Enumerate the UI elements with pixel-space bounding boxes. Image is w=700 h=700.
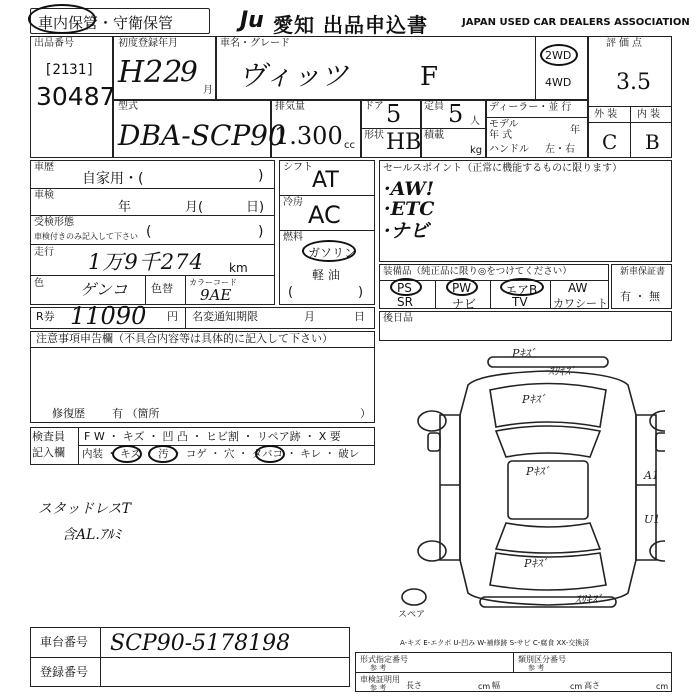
receipt-close: ) (258, 224, 264, 240)
interior-grade: B (645, 130, 660, 154)
grid-line (485, 117, 587, 118)
equip-pw-circle (446, 278, 478, 296)
grid-line (30, 215, 275, 216)
grid-line (30, 275, 275, 276)
grid-line (513, 652, 514, 672)
history-value: 自家用・( (82, 171, 144, 187)
remark-1: スタッドレスT (38, 501, 131, 517)
sales-points-label: セールスポイント（正常に機能するものに限ります） (383, 163, 623, 174)
drive-circle (540, 44, 578, 66)
grid-line (535, 36, 536, 99)
history-close: ) (258, 168, 264, 184)
width-unit: cm (570, 682, 583, 691)
repair-close: ） (360, 407, 371, 420)
recycle-unit: 円 (167, 310, 178, 323)
mark-roof: Pｷｽﾞ (526, 465, 550, 478)
lot-sub-number: [2131] (44, 62, 95, 78)
score-value: 3.5 (616, 70, 651, 95)
grid-line (550, 280, 551, 309)
inspector-label-2: 記入欄 (32, 446, 65, 459)
mileage-unit: km (229, 261, 248, 275)
sales-point-3: ·ナビ (384, 220, 429, 242)
capacity-value: 5 (448, 100, 464, 128)
capacity-label: 定員 (424, 101, 444, 112)
grid-line (279, 195, 375, 196)
width-label: 幅 (492, 681, 500, 690)
inspector-label-1: 検査員 (32, 430, 65, 443)
spare-label: スペア (398, 610, 426, 620)
equip-ps: PS (397, 281, 412, 295)
receipt-note: 車検付きのみ記入して下さい (34, 232, 138, 241)
shift-label: シフト (283, 162, 313, 173)
inspection-month: 月( (185, 200, 204, 215)
recycle-label: R券 (36, 310, 55, 323)
mark-front: ｽﾘｷｽﾞ (548, 365, 576, 378)
score-label: 評価点 (606, 38, 645, 49)
mark-trunk: Pｷｽﾞ (524, 557, 548, 570)
remark-2: 含AL.ｱﾙﾐ (62, 527, 121, 543)
grid-line (630, 106, 631, 158)
registration-month: 9 (180, 55, 198, 88)
mileage-label: 走行 (34, 247, 54, 258)
drive-4wd: 4WD (545, 76, 572, 89)
warranty-options: 有 ・ 無 (620, 290, 660, 303)
ju-logo: Ju (240, 8, 264, 33)
displacement-unit: cc (344, 140, 355, 151)
equipment-label: 装備品（純正品に限り◎をつけてください） (383, 266, 572, 277)
equip-tv: TV (512, 295, 528, 309)
equip-airbag: エアB (505, 283, 538, 297)
height-unit: cm (656, 682, 669, 691)
color-label: 色 (34, 278, 44, 289)
grid-line (215, 36, 217, 99)
repair-value: 有 （箇所 (112, 407, 160, 420)
aircon-label: 冷房 (283, 197, 303, 208)
type-label: 型式 (118, 101, 138, 112)
plate-label: 登録番号 (40, 665, 89, 679)
color-value: ゲンコ (80, 280, 128, 299)
form-title: 愛知 出品申込書 (273, 13, 428, 37)
grid-line (355, 672, 672, 673)
aircon-value: AC (308, 201, 341, 229)
grid-line (30, 188, 275, 189)
equip-pw: PW (452, 281, 472, 295)
warranty-label: 新車保証書 (620, 267, 666, 277)
grid-line (435, 280, 436, 309)
grid-line (112, 99, 587, 101)
displacement-label: 排気量 (275, 101, 305, 112)
mark-rear-bumper: ｽﾘｷｽﾞ (575, 593, 603, 606)
storage-tag-circle (28, 4, 96, 34)
mark-front-bumper: Pｷｽﾞ (512, 347, 536, 360)
height-label: 高さ (584, 681, 600, 690)
capacity-unit: 人 (470, 116, 480, 127)
specified-ref: 参 考 (370, 664, 387, 672)
cert-ref: 参 考 (370, 684, 387, 692)
type-value: DBA-SCP90 (118, 119, 286, 152)
mark-hood: Pｷｽﾞ (522, 393, 546, 406)
notice-month: 月 (304, 310, 315, 323)
grid-line (587, 36, 589, 158)
lot-number: 30487 (36, 82, 116, 111)
model-label: 車名・グレード (220, 38, 290, 49)
form-subtitle: JAPAN USED CAR DEALERS ASSOCIATION (462, 17, 690, 28)
exterior-label: 外 装 (594, 109, 618, 120)
specified-label: 形式指定番号 (360, 655, 408, 664)
inspection-label: 車検 (34, 190, 54, 201)
grid-line (30, 347, 375, 348)
length-label: 長さ (406, 681, 422, 690)
paint-label: 色替 (151, 282, 173, 295)
grid-line (485, 99, 487, 158)
inspector-mark (112, 445, 142, 463)
body-label: 形状 (364, 130, 384, 141)
grid-line (185, 275, 186, 305)
model-name: ヴィッツ (238, 59, 349, 92)
grid-line (145, 275, 146, 305)
notice-day: 日 (354, 310, 365, 323)
dealer-line4-opts: 左・右 (545, 144, 575, 155)
grid-line (30, 244, 275, 245)
dealer-line4: ハンドル (489, 144, 529, 155)
registration-label: 初度登録年月 (118, 38, 178, 49)
displacement-value: 1.300 (274, 122, 343, 150)
fuel-selected: ガソリン (308, 246, 357, 260)
equip-navi: ナビ (452, 297, 477, 311)
dealer-year-unit: 年 (570, 125, 580, 136)
load-unit: kg (470, 145, 483, 156)
grid-line (100, 627, 101, 687)
equip-seat: カワシート (553, 297, 608, 310)
sales-point-2: ·ETC (384, 198, 435, 220)
repair-label: 修復歴 (52, 407, 85, 420)
legend-text: A-キズ E-エクボ U-凹み W-補修跡 S-サビ C-腐食 XX-交換済 (400, 639, 590, 647)
grid-line (587, 122, 672, 123)
interior-label: 内 装 (637, 109, 661, 120)
sales-point-1: ·AW! (384, 178, 435, 200)
inspection-day: 日) (246, 200, 265, 215)
length-unit: cm (478, 682, 491, 691)
color-code-label: カラーコード (189, 278, 237, 287)
cert-label: 車検証明用 (360, 675, 400, 684)
recycle-value: 11090 (70, 302, 147, 330)
notes-label: 注意事項申告欄（不具合内容等は具体的に記入して下さい） (36, 332, 333, 345)
notice-label: 名変通知期限 (192, 310, 258, 323)
fuel-alt: 軽 油 (312, 268, 340, 282)
doors-label: ドア (364, 101, 384, 112)
drive-2wd: 2WD (545, 49, 572, 62)
chassis-label: 車台番号 (40, 635, 89, 649)
mileage-value: 1万9千274 (88, 250, 204, 274)
fuel-paren: ( (288, 285, 294, 300)
class-ref: 参 考 (528, 664, 545, 672)
dealer-line2: モデル (489, 119, 519, 130)
color-code: 9AE (200, 286, 232, 304)
equip-ps-circle (390, 278, 422, 296)
post-items-label: 後日品 (383, 313, 413, 324)
post-items-box (379, 311, 672, 341)
grid-line (360, 128, 485, 129)
car-damage-diagram (400, 345, 665, 625)
shift-value: AT (312, 168, 339, 193)
fuel-close: ) (358, 285, 364, 300)
history-label: 車歴 (34, 162, 54, 173)
inspector-row-1: F W ・ キズ ・ 凹 凸 ・ ヒビ割 ・ リペア跡 ・ X 要 (84, 430, 341, 443)
receipt-paren: ( (146, 224, 152, 240)
body-value: HB (386, 130, 422, 155)
registration-year: H22 (118, 55, 183, 90)
grid-line (30, 657, 350, 658)
equip-sr: SR (397, 295, 413, 309)
inspector-row-2: 内装 ・ キズ ・ 汚 ・ コゲ ・ 穴 ・ タバコ ・ キレ ・ 破レ (82, 448, 360, 460)
storage-tag: 車内保管・守衛保管 (38, 14, 174, 32)
lot-label: 出品番号 (34, 38, 74, 49)
equip-aw: AW (568, 281, 588, 295)
fuel-circle (302, 240, 356, 262)
doors-value: 5 (386, 100, 402, 128)
grid-line (78, 427, 79, 465)
mark-right-u1: U1 (644, 513, 661, 526)
grid-line (490, 280, 491, 309)
month-unit: 月 (203, 85, 213, 96)
dealer-line3: 年 式 (489, 130, 513, 141)
inspector-mark (255, 445, 285, 463)
fuel-label: 燃料 (283, 232, 303, 243)
grid-line (185, 307, 186, 329)
mark-right-a1: A1 (644, 469, 659, 482)
equip-airbag-circle (500, 278, 544, 296)
load-label: 積載 (424, 130, 444, 141)
receipt-label: 受検形態 (34, 217, 74, 228)
inspection-year: 年 (118, 200, 132, 215)
exterior-grade: C (602, 130, 618, 154)
model-grade: F (420, 62, 439, 92)
grid-line (587, 106, 672, 107)
class-label: 類別区分番号 (518, 655, 566, 664)
grid-line (279, 230, 375, 231)
chassis-value: SCP90-5178198 (110, 631, 291, 656)
dealer-line1: ディーラー・並 行 (489, 102, 572, 113)
inspector-mark (148, 445, 178, 463)
